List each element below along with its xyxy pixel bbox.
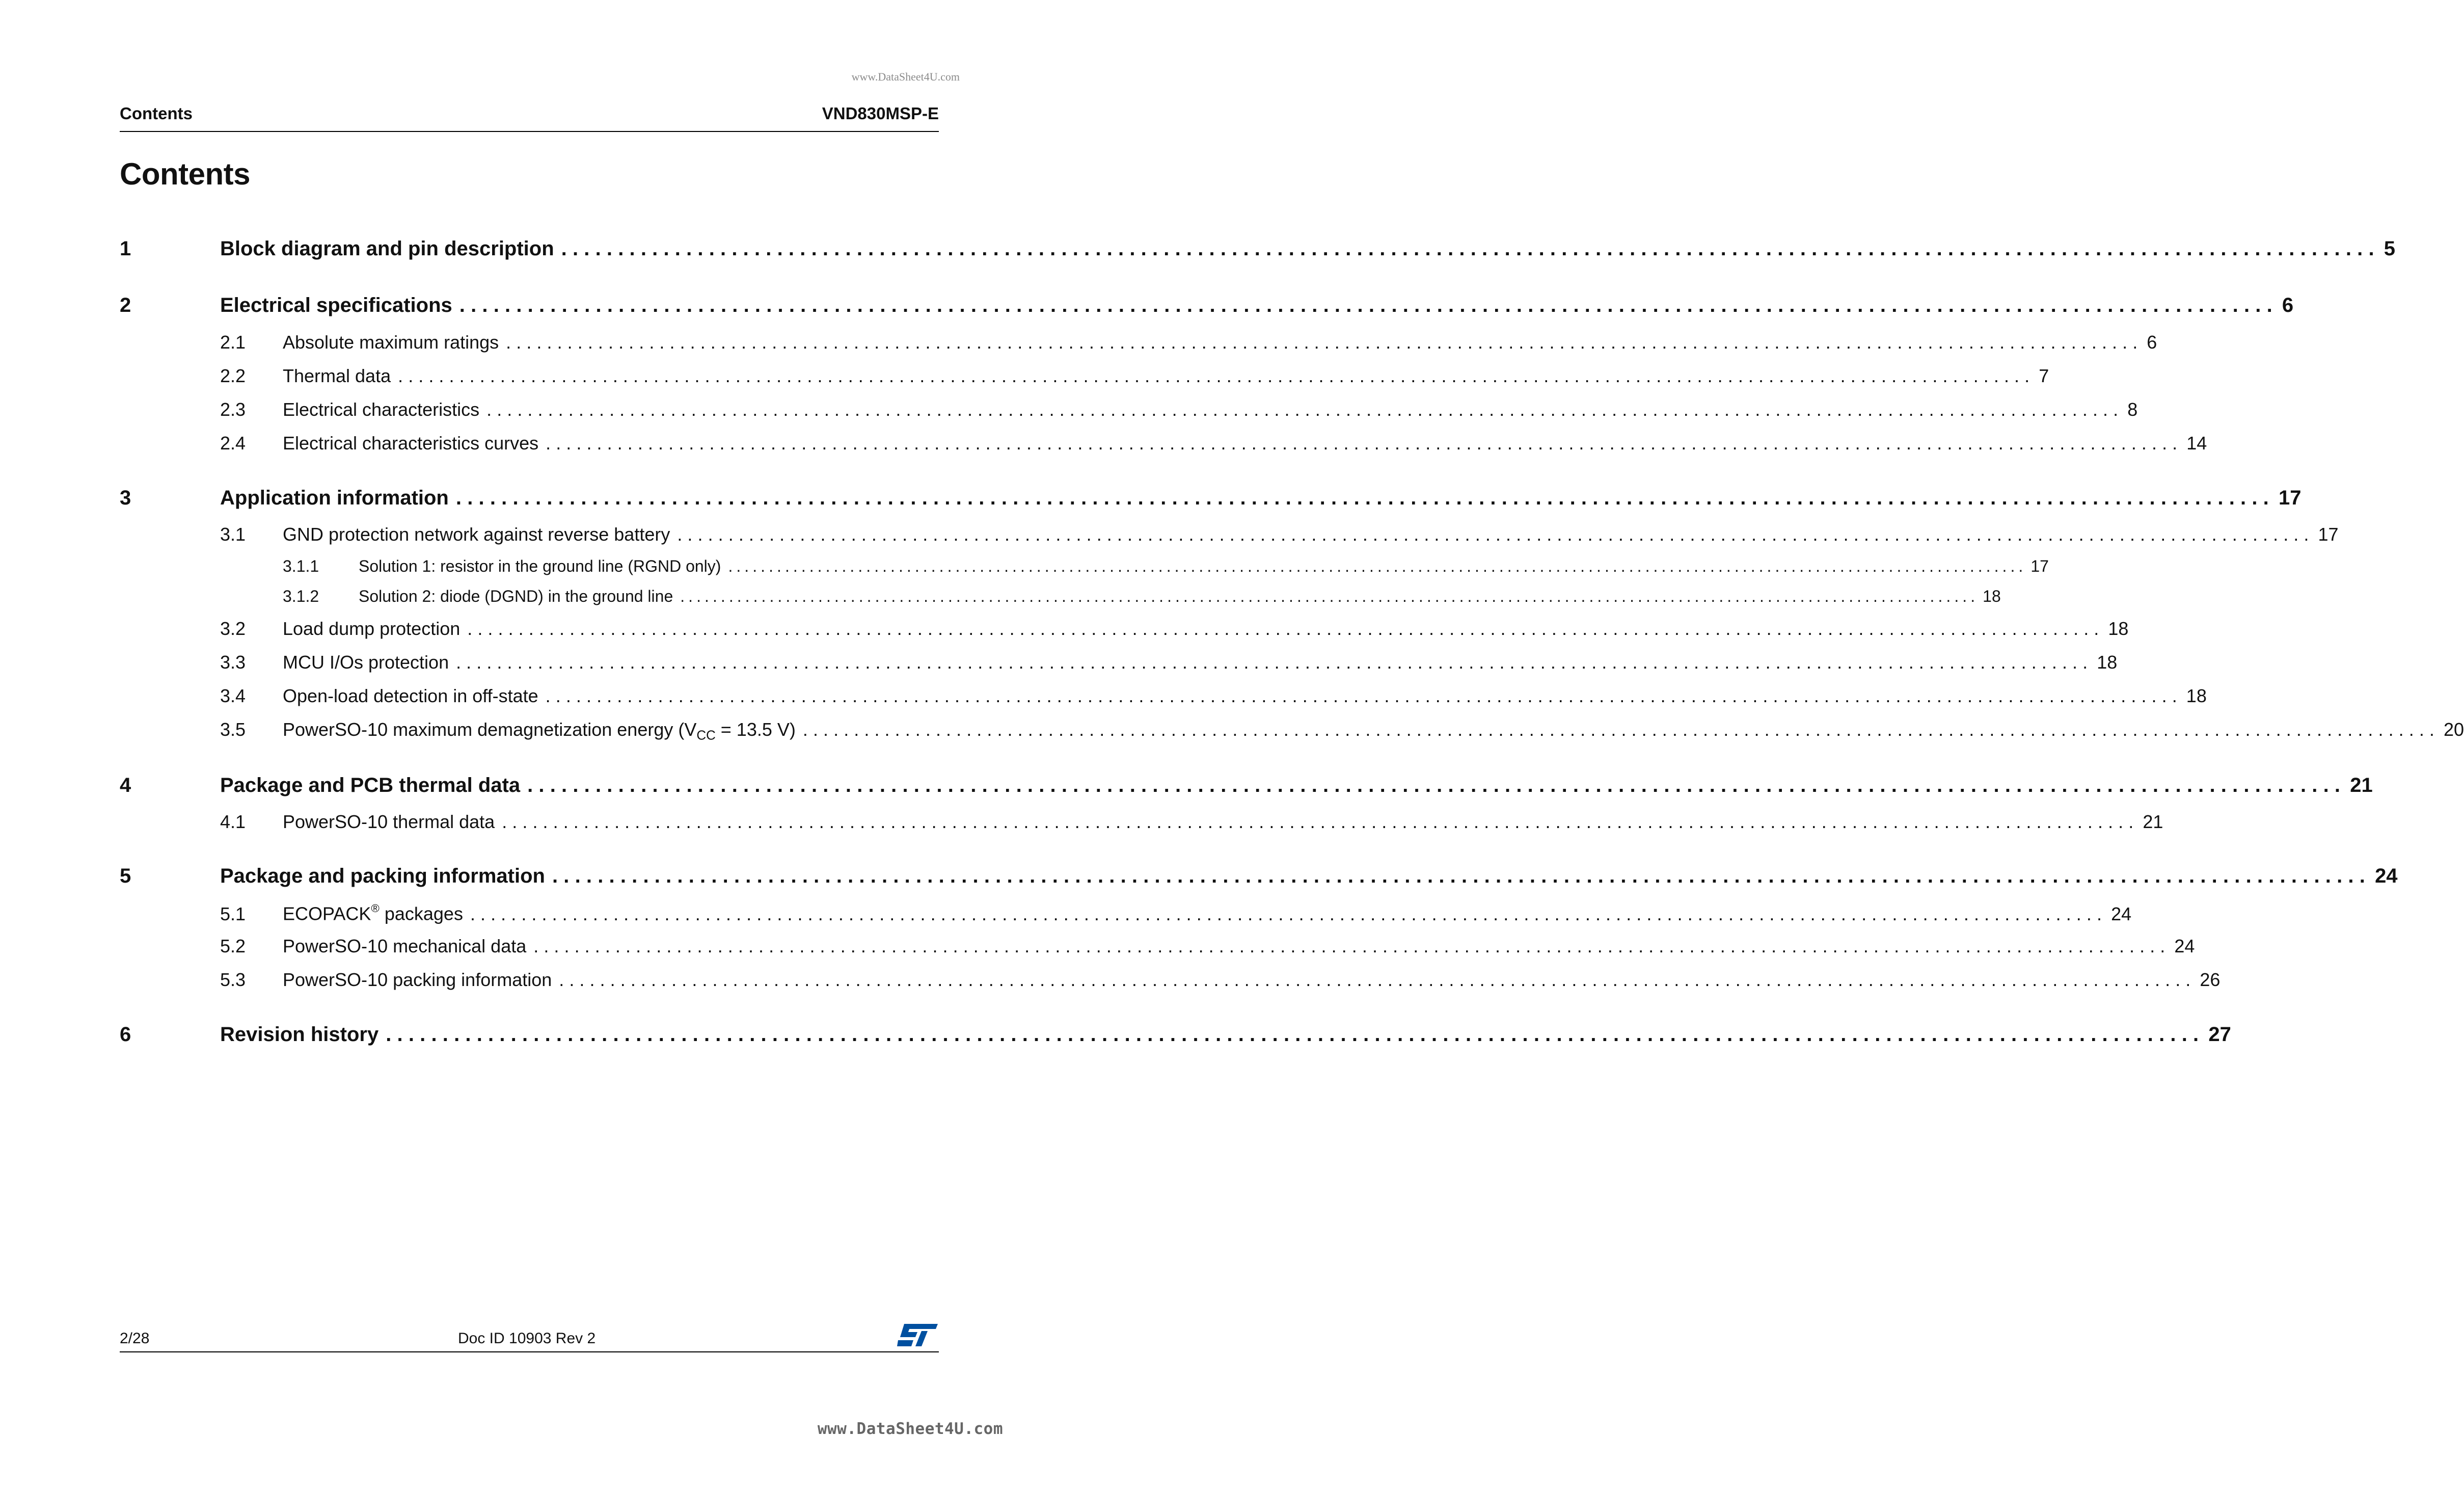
toc-page: 24: [2375, 865, 2398, 887]
toc-entry-3[interactable]: [120, 487, 2301, 515]
toc-entry-5-2[interactable]: [120, 936, 2195, 961]
toc-page: 18: [2108, 618, 2129, 639]
toc-label: GND protection network against reverse battery: [283, 524, 670, 545]
toc-page: 14: [2186, 433, 2207, 454]
toc-entry-3-1-2[interactable]: [120, 587, 2001, 610]
toc-leader: ................................................................................................................................................................: [677, 524, 2314, 545]
page-footer: [120, 1324, 939, 1352]
toc-entry-3-1[interactable]: [120, 524, 2339, 549]
page-header: [120, 103, 939, 132]
toc-number: 3.1: [220, 524, 246, 545]
toc-entry-2-2[interactable]: [120, 365, 2049, 391]
st-logo-icon: [897, 1322, 939, 1348]
toc-leader: ................................................................................................................................................................: [527, 774, 2346, 796]
toc-leader: ................................................................................................................................................................: [559, 969, 2196, 990]
toc-number: 2.4: [220, 433, 246, 454]
toc-number: 2.1: [220, 332, 246, 353]
toc-page: 17: [2318, 524, 2339, 545]
toc-number: 5: [120, 865, 131, 887]
toc-number: 4: [120, 774, 131, 796]
toc-page: 18: [2186, 685, 2207, 706]
toc-entry-2-1[interactable]: [120, 332, 2157, 357]
toc-page: 17: [2279, 487, 2301, 509]
toc-page: 20: [2444, 719, 2464, 740]
toc-number: 3.4: [220, 685, 246, 706]
toc-entry-5-1[interactable]: [120, 902, 2132, 927]
toc-label: Electrical characteristics: [283, 399, 480, 420]
toc-label-part: ECOPACK: [283, 903, 371, 924]
toc-number: 2.3: [220, 399, 246, 420]
toc-page: 17: [2030, 557, 2049, 575]
toc-page: 7: [2039, 365, 2049, 386]
watermark-top: www.DataSheet4U.com: [851, 70, 960, 83]
toc-leader: ................................................................................................................................................................: [552, 865, 2371, 887]
toc-entry-4-1[interactable]: [120, 811, 2163, 837]
toc-leader: ................................................................................................................................................................: [802, 719, 2440, 740]
toc-label: Open-load detection in off-state: [283, 685, 538, 706]
toc-page: 18: [1983, 587, 2001, 605]
toc-number: 3: [120, 487, 131, 509]
toc-leader: ................................................................................................................................................................: [561, 237, 2380, 260]
toc-leader: ................................................................................................................................................................: [502, 811, 2139, 832]
toc-label: Electrical characteristics curves: [283, 433, 539, 454]
toc-entry-2-4[interactable]: [120, 433, 2207, 458]
toc-label: Package and PCB thermal data: [220, 774, 521, 796]
toc-leader: ................................................................................................................................................................: [386, 1023, 2205, 1046]
toc-leader: ................................................................................................................................................................: [456, 652, 2093, 673]
toc-label: Absolute maximum ratings: [283, 332, 499, 353]
toc-number: 2.2: [220, 365, 246, 386]
toc-number: 3.2: [220, 618, 246, 639]
toc-number: 6: [120, 1023, 131, 1046]
header-part-number: VND830MSP-E: [822, 104, 939, 123]
toc-leader: ................................................................................................................................................................: [398, 365, 2035, 386]
toc-entry-5-3[interactable]: [120, 969, 2221, 995]
toc-entry-5[interactable]: [120, 865, 2398, 893]
toc-label-superscript: ®: [371, 902, 380, 915]
toc-leader: ................................................................................................................................................................: [546, 433, 2183, 454]
toc-label-part: packages: [379, 903, 463, 924]
toc-number: 5.2: [220, 936, 246, 956]
toc-leader: ................................................................................................................................................................: [459, 294, 2278, 316]
toc-label: Package and packing information: [220, 865, 545, 887]
toc-leader: ................................................................................................................................................................: [533, 936, 2171, 956]
footer-page-number: 2/28: [120, 1330, 150, 1347]
watermark-bottom: www.DataSheet4U.com: [817, 1420, 1003, 1438]
toc-page: 6: [2147, 332, 2157, 353]
toc-label: Solution 1: resistor in the ground line (RGND only): [359, 557, 721, 575]
toc-label-part: PowerSO-10 maximum demagnetization energy (V: [283, 719, 697, 740]
toc-entry-2[interactable]: [120, 294, 2294, 323]
toc-page: 18: [2097, 652, 2118, 673]
toc-number: 3.1.2: [283, 587, 319, 605]
footer-doc-id: Doc ID 10903 Rev 2: [458, 1330, 596, 1347]
toc-page: 21: [2350, 774, 2373, 796]
toc-label: Solution 2: diode (DGND) in the ground line: [359, 587, 673, 605]
toc-number: 1: [120, 237, 131, 260]
toc-label: Thermal data: [283, 365, 391, 386]
page-title: Contents: [120, 157, 250, 191]
toc-entry-3-5[interactable]: [120, 719, 2464, 744]
toc-label: Block diagram and pin description: [220, 237, 554, 260]
toc-entry-1[interactable]: [120, 237, 2396, 266]
toc-label: Application information: [220, 487, 449, 509]
toc-label: Revision history: [220, 1023, 379, 1046]
toc-page: 6: [2282, 294, 2294, 316]
toc-page: 24: [2174, 936, 2195, 956]
toc-page: 26: [2200, 969, 2221, 990]
toc-page: 27: [2208, 1023, 2231, 1046]
toc-page: 8: [2127, 399, 2138, 420]
toc-label-subscript: CC: [696, 728, 716, 743]
toc-entry-3-2[interactable]: [120, 618, 2129, 644]
toc-entry-3-3[interactable]: [120, 652, 2118, 677]
toc-leader: ................................................................................................................................................................: [680, 587, 1979, 605]
toc-number: 3.5: [220, 719, 246, 740]
toc-entry-3-4[interactable]: [120, 685, 2207, 711]
toc-page: 21: [2143, 811, 2163, 832]
toc-entry-3-1-1[interactable]: [120, 557, 2049, 580]
toc-leader: ................................................................................................................................................................: [506, 332, 2143, 353]
toc-entry-4[interactable]: [120, 774, 2373, 803]
toc-leader: ................................................................................................................................................................: [545, 685, 2182, 706]
toc-leader: ................................................................................................................................................................: [486, 399, 2124, 420]
toc-number: 5.1: [220, 903, 246, 924]
toc-label: MCU I/Os protection: [283, 652, 449, 673]
toc-entry-2-3[interactable]: [120, 399, 2138, 424]
toc-label: PowerSO-10 thermal data: [283, 811, 495, 832]
toc-number: 2: [120, 294, 131, 316]
toc-number: 3.1.1: [283, 557, 319, 575]
header-section: Contents: [120, 104, 193, 123]
toc-number: 4.1: [220, 811, 246, 832]
toc-label: PowerSO-10 mechanical data: [283, 936, 527, 956]
toc-page: 5: [2384, 237, 2396, 260]
toc-leader: ................................................................................................................................................................: [728, 557, 2027, 575]
toc-label: Electrical specifications: [220, 294, 452, 316]
toc-label: [283, 719, 796, 743]
toc-page: 24: [2111, 903, 2132, 924]
toc-leader: ................................................................................................................................................................: [455, 487, 2275, 509]
toc-label: Load dump protection: [283, 618, 461, 639]
toc-label-part: = 13.5 V): [715, 719, 796, 740]
toc-label: [283, 902, 463, 925]
toc-label: PowerSO-10 packing information: [283, 969, 552, 990]
toc-number: 3.3: [220, 652, 246, 673]
toc-entry-6[interactable]: [120, 1023, 2231, 1052]
toc-number: 5.3: [220, 969, 246, 990]
toc-leader: ................................................................................................................................................................: [470, 903, 2107, 924]
toc-leader: ................................................................................................................................................................: [467, 618, 2104, 639]
